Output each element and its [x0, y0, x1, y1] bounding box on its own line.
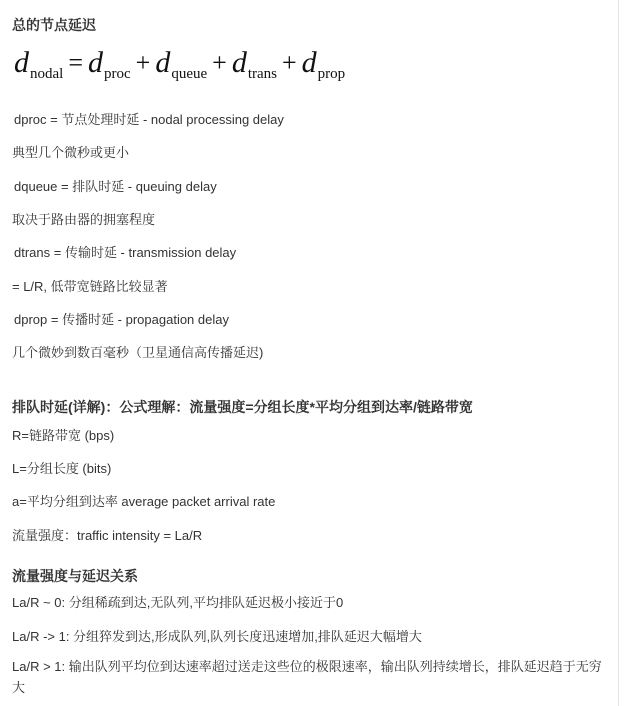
queuing-delay-heading: 排队时延(详解)：公式理解：流量强度=分组长度*平均分组到达率/链路带宽 — [12, 399, 473, 415]
intensity-over-one-line: La/R > 1: 输出队列平均位到达速率超过送走这些位的极限速率，输出队列持续增长，排队延迟趋于无穷大 — [12, 659, 602, 695]
packet-length-line: L=分组长度 (bits) — [12, 461, 112, 476]
dprop-definition: dprop = 传播时延 - propagation delay — [14, 312, 229, 327]
formula-sub-trans: trans — [247, 66, 277, 82]
formula-plus: + — [282, 48, 297, 77]
intensity-one-line: La/R -> 1: 分组猝发到达,形成队列,队列长度迅速增加,排队延迟大幅增大 — [12, 629, 422, 644]
traffic-intensity-line: 流量强度：traffic intensity = La/R — [12, 528, 203, 543]
dqueue-note: 取决于路由器的拥塞程度 — [12, 212, 156, 227]
formula-var: d — [155, 46, 171, 79]
dproc-note: 典型几个微秒或更小 — [12, 145, 130, 160]
formula-var: d — [88, 46, 103, 79]
nodal-delay-formula — [14, 46, 345, 80]
formula-plus: + — [135, 48, 151, 77]
formula-sub-prop: prop — [317, 66, 346, 82]
intensity-relation-heading: 流量强度与延迟关系 — [12, 568, 138, 584]
dproc-definition: dproc = 节点处理时延 - nodal processing delay — [14, 112, 284, 127]
dprop-note: 几个微妙到数百毫秒（卫星通信高传播延迟) — [12, 345, 264, 360]
formula-var: d — [14, 46, 29, 79]
formula-var: d — [231, 46, 247, 79]
formula-plus: + — [212, 48, 227, 77]
link-bandwidth-line: R=链路带宽 (bps) — [12, 428, 115, 443]
intensity-zero-line: La/R ~ 0: 分组稀疏到达,无队列,平均排队延迟极小接近于0 — [12, 595, 344, 610]
dqueue-definition: dqueue = 排队时延 - queuing delay — [14, 179, 217, 194]
nodal-delay-heading: 总的节点延迟 — [12, 17, 96, 33]
formula-sub-queue: queue — [171, 66, 208, 82]
formula-sub-nodal: nodal — [30, 66, 64, 82]
formula-var: d — [301, 46, 317, 79]
dtrans-note: = L/R, 低带宽链路比较显著 — [12, 279, 168, 294]
arrival-rate-line: a=平均分组到达率 average packet arrival rate — [12, 494, 276, 509]
formula-equals: = — [68, 48, 83, 77]
dtrans-definition: dtrans = 传输时延 - transmission delay — [14, 245, 237, 260]
formula-sub-proc: proc — [104, 66, 131, 82]
